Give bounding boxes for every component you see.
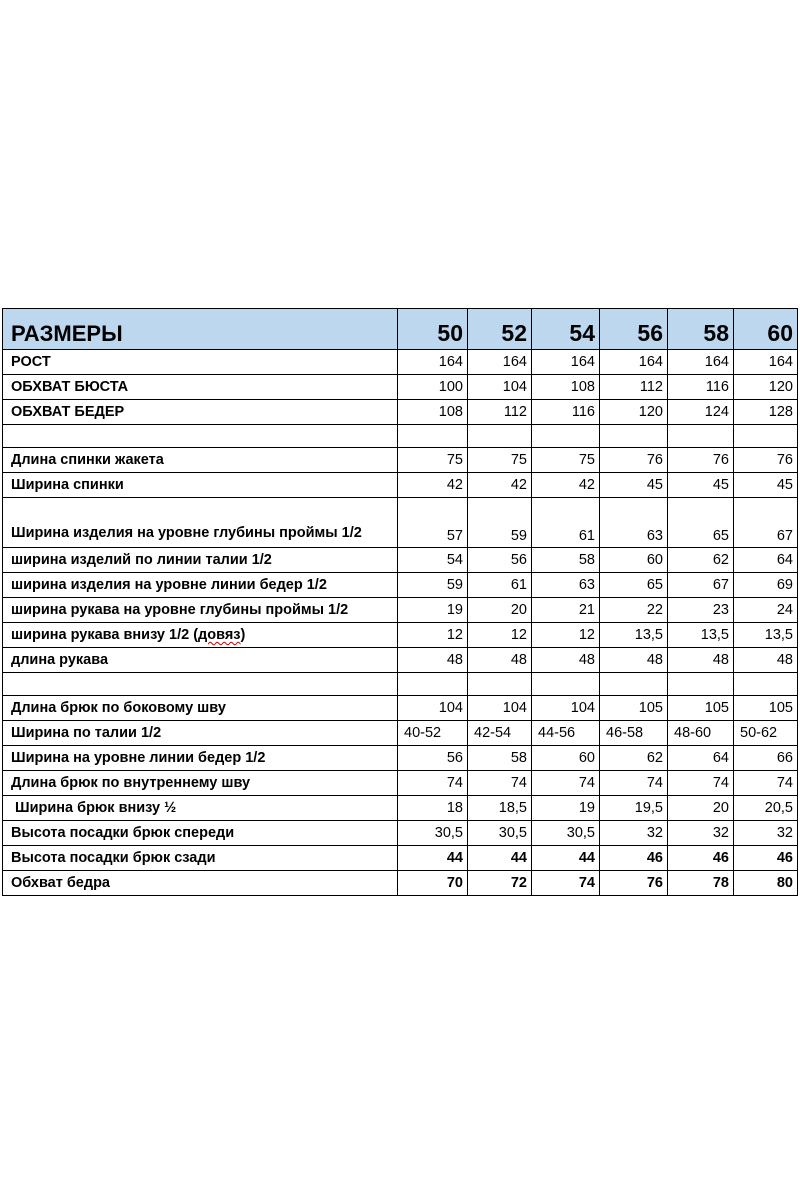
row-label: Ширина брюк внизу ½ [3, 796, 398, 821]
cell-value: 30,5 [398, 821, 468, 846]
cell-value: 48 [734, 648, 798, 673]
cell-value: 105 [600, 696, 668, 721]
table-row [3, 598, 798, 623]
cell-value: 18,5 [468, 796, 532, 821]
cell-value: 24 [734, 598, 798, 623]
row-label: ширина рукава на уровне глубины проймы 1/2 [3, 598, 398, 623]
cell-value: 22 [600, 598, 668, 623]
spellcheck-word: довяз [198, 627, 241, 643]
cell-value: 54 [398, 548, 468, 573]
cell-value: 30,5 [468, 821, 532, 846]
cell-value: 23 [668, 598, 734, 623]
row-label: Ширина изделия на уровне глубины проймы 1/2 [3, 498, 398, 548]
cell-value: 19,5 [600, 796, 668, 821]
cell-value: 112 [600, 375, 668, 400]
row-label: Ширина на уровне линии бедер 1/2 [3, 746, 398, 771]
cell-value: 32 [600, 821, 668, 846]
cell-value: 164 [668, 350, 734, 375]
row-label [3, 623, 398, 648]
table-row [3, 871, 798, 896]
empty-cell [532, 425, 600, 448]
cell-value: 42-54 [468, 721, 532, 746]
cell-value: 74 [600, 771, 668, 796]
cell-value: 45 [734, 473, 798, 498]
cell-value: 44 [468, 846, 532, 871]
cell-value: 56 [468, 548, 532, 573]
cell-value: 120 [734, 375, 798, 400]
cell-value: 59 [398, 573, 468, 598]
table-row [3, 548, 798, 573]
row-label: длина рукава [3, 648, 398, 673]
cell-value: 32 [668, 821, 734, 846]
cell-value: 57 [398, 498, 468, 548]
header-size: 56 [600, 309, 668, 350]
cell-value: 48 [398, 648, 468, 673]
row-label-prefix: ширина рукава внизу 1/2 ( [11, 627, 199, 643]
cell-value: 104 [468, 375, 532, 400]
header-size: 52 [468, 309, 532, 350]
cell-value: 61 [532, 498, 600, 548]
cell-value: 120 [600, 400, 668, 425]
cell-value: 60 [600, 548, 668, 573]
cell-value: 66 [734, 746, 798, 771]
cell-value: 44-56 [532, 721, 600, 746]
cell-value: 69 [734, 573, 798, 598]
cell-value: 45 [600, 473, 668, 498]
cell-value: 63 [600, 498, 668, 548]
empty-cell [734, 673, 798, 696]
cell-value: 76 [600, 448, 668, 473]
row-label: ширина изделий по линии талии 1/2 [3, 548, 398, 573]
cell-value: 12 [532, 623, 600, 648]
cell-value: 65 [668, 498, 734, 548]
row-label: Длина брюк по внутреннему шву [3, 771, 398, 796]
cell-value: 21 [532, 598, 600, 623]
cell-value: 48 [532, 648, 600, 673]
row-label: ОБХВАТ БЮСТА [3, 375, 398, 400]
cell-value: 104 [532, 696, 600, 721]
cell-value: 124 [668, 400, 734, 425]
cell-value: 42 [468, 473, 532, 498]
cell-value: 12 [468, 623, 532, 648]
cell-value: 67 [734, 498, 798, 548]
cell-value: 40-52 [398, 721, 468, 746]
cell-value: 13,5 [734, 623, 798, 648]
table-row [3, 821, 798, 846]
empty-cell [468, 425, 532, 448]
table-row [3, 473, 798, 498]
spacer-row [3, 425, 798, 448]
row-label-suffix: ) [240, 627, 246, 643]
cell-value: 108 [532, 375, 600, 400]
table-header-row [3, 309, 798, 350]
cell-value: 76 [600, 871, 668, 896]
cell-value: 75 [532, 448, 600, 473]
table-row [3, 771, 798, 796]
empty-cell [600, 673, 668, 696]
cell-value: 46 [734, 846, 798, 871]
size-chart-table [2, 308, 798, 896]
header-size: 58 [668, 309, 734, 350]
cell-value: 56 [398, 746, 468, 771]
cell-value: 116 [668, 375, 734, 400]
cell-value: 74 [398, 771, 468, 796]
cell-value: 48 [668, 648, 734, 673]
row-label: Ширина спинки [3, 473, 398, 498]
row-label: Длина брюк по боковому шву [3, 696, 398, 721]
empty-cell [398, 673, 468, 696]
row-label: Длина спинки жакета [3, 448, 398, 473]
cell-value: 30,5 [532, 821, 600, 846]
cell-value: 104 [398, 696, 468, 721]
row-label: Обхват бедра [3, 871, 398, 896]
table-row [3, 696, 798, 721]
cell-value: 58 [468, 746, 532, 771]
cell-value: 59 [468, 498, 532, 548]
cell-value: 46 [668, 846, 734, 871]
cell-value: 42 [398, 473, 468, 498]
row-label: ширина изделия на уровне линии бедер 1/2 [3, 573, 398, 598]
header-size: 60 [734, 309, 798, 350]
cell-value: 60 [532, 746, 600, 771]
cell-value: 19 [532, 796, 600, 821]
cell-value: 72 [468, 871, 532, 896]
cell-value: 62 [600, 746, 668, 771]
table-row [3, 796, 798, 821]
cell-value: 62 [668, 548, 734, 573]
cell-value: 48 [468, 648, 532, 673]
row-label: Ширина по талии 1/2 [3, 721, 398, 746]
table-row [3, 623, 798, 648]
cell-value: 44 [532, 846, 600, 871]
cell-value: 116 [532, 400, 600, 425]
cell-value: 105 [734, 696, 798, 721]
row-label: Высота посадки брюк спереди [3, 821, 398, 846]
cell-value: 20,5 [734, 796, 798, 821]
cell-value: 128 [734, 400, 798, 425]
cell-value: 76 [668, 448, 734, 473]
cell-value: 50-62 [734, 721, 798, 746]
cell-value: 65 [600, 573, 668, 598]
header-size: 50 [398, 309, 468, 350]
cell-value: 44 [398, 846, 468, 871]
cell-value: 42 [532, 473, 600, 498]
cell-value: 75 [468, 448, 532, 473]
cell-value: 80 [734, 871, 798, 896]
cell-value: 32 [734, 821, 798, 846]
table-row [3, 846, 798, 871]
empty-cell [668, 425, 734, 448]
cell-value: 164 [600, 350, 668, 375]
cell-value: 164 [398, 350, 468, 375]
cell-value: 46-58 [600, 721, 668, 746]
cell-value: 105 [668, 696, 734, 721]
table-row [3, 498, 798, 548]
cell-value: 46 [600, 846, 668, 871]
cell-value: 48-60 [668, 721, 734, 746]
header-label: РАЗМЕРЫ [3, 309, 398, 350]
empty-cell [3, 425, 398, 448]
header-size: 54 [532, 309, 600, 350]
empty-cell [3, 673, 398, 696]
cell-value: 104 [468, 696, 532, 721]
row-label: РОСТ [3, 350, 398, 375]
table-row [3, 448, 798, 473]
cell-value: 70 [398, 871, 468, 896]
row-label: Высота посадки брюк сзади [3, 846, 398, 871]
cell-value: 45 [668, 473, 734, 498]
cell-value: 48 [600, 648, 668, 673]
empty-cell [398, 425, 468, 448]
cell-value: 76 [734, 448, 798, 473]
empty-cell [468, 673, 532, 696]
cell-value: 61 [468, 573, 532, 598]
cell-value: 164 [532, 350, 600, 375]
cell-value: 64 [668, 746, 734, 771]
cell-value: 100 [398, 375, 468, 400]
cell-value: 64 [734, 548, 798, 573]
cell-value: 67 [668, 573, 734, 598]
table-row [3, 375, 798, 400]
table-row [3, 573, 798, 598]
cell-value: 164 [734, 350, 798, 375]
cell-value: 164 [468, 350, 532, 375]
cell-value: 13,5 [668, 623, 734, 648]
empty-cell [600, 425, 668, 448]
cell-value: 108 [398, 400, 468, 425]
cell-value: 74 [668, 771, 734, 796]
table-row [3, 350, 798, 375]
cell-value: 112 [468, 400, 532, 425]
cell-value: 63 [532, 573, 600, 598]
cell-value: 74 [532, 871, 600, 896]
empty-cell [734, 425, 798, 448]
row-label: ОБХВАТ БЕДЕР [3, 400, 398, 425]
cell-value: 20 [468, 598, 532, 623]
cell-value: 19 [398, 598, 468, 623]
empty-cell [668, 673, 734, 696]
cell-value: 74 [734, 771, 798, 796]
cell-value: 75 [398, 448, 468, 473]
cell-value: 18 [398, 796, 468, 821]
spacer-row [3, 673, 798, 696]
cell-value: 20 [668, 796, 734, 821]
empty-cell [532, 673, 600, 696]
cell-value: 74 [468, 771, 532, 796]
table-row [3, 746, 798, 771]
cell-value: 12 [398, 623, 468, 648]
table-row [3, 721, 798, 746]
table-row [3, 648, 798, 673]
cell-value: 58 [532, 548, 600, 573]
table-row [3, 400, 798, 425]
cell-value: 74 [532, 771, 600, 796]
cell-value: 78 [668, 871, 734, 896]
cell-value: 13,5 [600, 623, 668, 648]
